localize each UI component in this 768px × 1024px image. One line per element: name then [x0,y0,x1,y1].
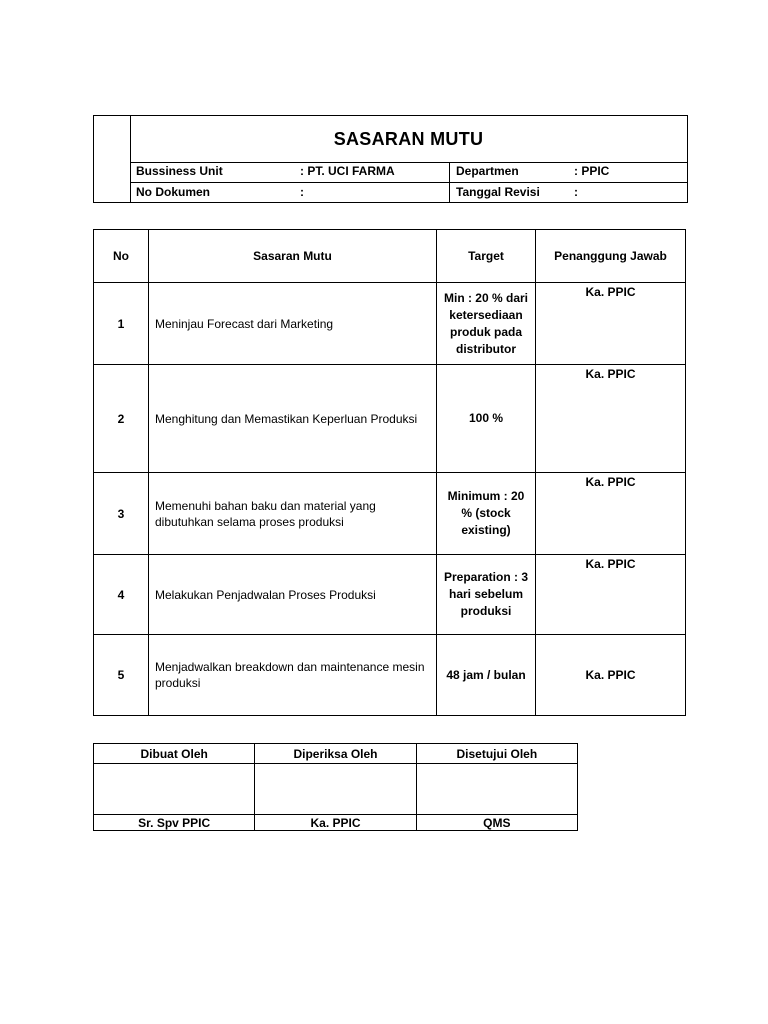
row-target: Preparation : 3 hari sebelum produksi [437,555,536,635]
row-no: 5 [94,635,149,716]
signature-space-row [94,764,578,815]
table-row [94,635,686,716]
table-row [94,473,686,555]
approved-by-label: Disetujui Oleh [416,744,577,764]
row-pic: Ka. PPIC [536,365,686,473]
checked-by-name: Ka. PPIC [255,815,416,831]
row-no: 3 [94,473,149,555]
row-no: 1 [94,283,149,365]
col-header-no: No [94,230,149,283]
department-value: : PPIC [574,164,610,178]
checked-by-signature [255,764,416,815]
department-label: Departmen [456,164,519,178]
approved-by-signature [416,764,577,815]
made-by-signature [94,764,255,815]
table-row [94,283,686,365]
header-row-document [130,183,687,203]
table-row [94,365,686,473]
revision-value: : [574,185,578,199]
row-target: 100 % [437,365,536,473]
table-header-row [94,230,686,283]
made-by-label: Dibuat Oleh [94,744,255,764]
row-target: Min : 20 % dari ketersediaan produk pada distributor [437,283,536,365]
row-goal: Meninjau Forecast dari Marketing [149,283,437,365]
doc-no-value: : [300,185,304,199]
header-row-business [130,162,687,183]
col-header-pic: Penanggung Jawab [536,230,686,283]
row-no: 2 [94,365,149,473]
signature-header-row [94,744,578,764]
row-pic: Ka. PPIC [536,555,686,635]
revision-label: Tanggal Revisi [456,185,540,199]
row-pic: Ka. PPIC [536,635,686,716]
row-goal: Memenuhi bahan baku dan material yang dibutuhkan selama proses produksi [149,473,437,555]
quality-goals-table [93,229,686,716]
signature-table [93,743,578,831]
made-by-name: Sr. Spv PPIC [94,815,255,831]
header-divider [449,162,450,202]
document-title: SASARAN MUTU [130,116,687,163]
col-header-target: Target [437,230,536,283]
row-target: Minimum : 20 % (stock existing) [437,473,536,555]
row-pic: Ka. PPIC [536,473,686,555]
row-goal: Menjadwalkan breakdown dan maintenance mesin produksi [149,635,437,716]
row-goal: Menghitung dan Memastikan Keperluan Produksi [149,365,437,473]
document-header [93,115,688,203]
signature-name-row [94,815,578,831]
row-no: 4 [94,555,149,635]
col-header-goal: Sasaran Mutu [149,230,437,283]
business-unit-value: : PT. UCI FARMA [300,164,395,178]
row-pic: Ka. PPIC [536,283,686,365]
table-row [94,555,686,635]
logo-box [94,116,131,202]
business-unit-label: Bussiness Unit [136,164,223,178]
checked-by-label: Diperiksa Oleh [255,744,416,764]
row-target: 48 jam / bulan [437,635,536,716]
approved-by-name: QMS [416,815,577,831]
row-goal: Melakukan Penjadwalan Proses Produksi [149,555,437,635]
doc-no-label: No Dokumen [136,185,211,199]
